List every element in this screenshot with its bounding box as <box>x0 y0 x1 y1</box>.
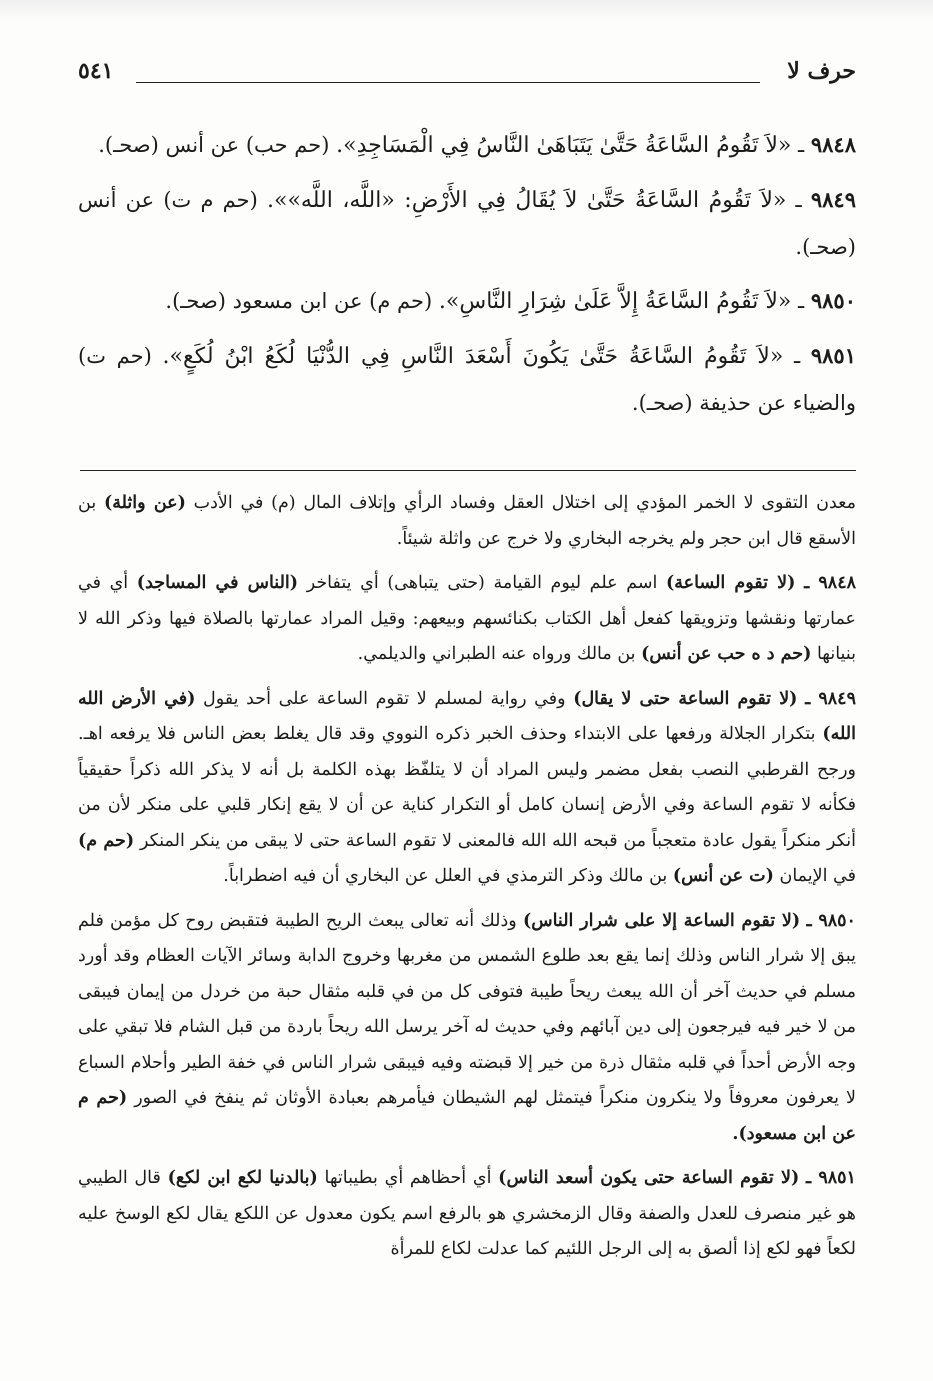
hadith-reference: (حم م ت) عن أنس (صحـ). <box>78 188 856 259</box>
commentary-9848 <box>78 566 856 673</box>
commentary-text: بتكرار الجلالة ورفعها على الابتداء وحذف الخبر ذكره النووي وقد قال يغلط بعض الناس فلا يرفعه اهـ. ورجح القرطبي النصب بفعل مضمر وليس المراد أن لا يتلفّظ بهذه الكلمة بل أنه لا يذكر الله ذكراً حقيقياً فكأنه لا تقوم الساعة وفي الأرض إنسان كامل أو التكرار كناية عن أن لا يقع إنكار قلبي على منكر لأن من أنكر منكراً يقول عادة متعجباً من قبحه الله الله فالمعنى لا تقوم الساعة حتى لا يبقى من ينكر المنكر <box>78 724 856 851</box>
commentary-text: معدن التقوى لا الخمر المؤدي إلى اختلال العقل وفساد الرأي وإتلاف المال (م) في الأدب <box>193 493 856 513</box>
header-rule <box>136 82 760 83</box>
commentary-number: ٩٨٤٩ ـ <box>805 688 856 709</box>
commentary-bold: (الناس في المساجد) <box>136 573 299 593</box>
commentary-text: أي في عمارتها ونقشها وتزويقها كفعل أهل الكتاب بكنائسهم وبيعهم: وقيل المراد عمارتها بالصلاة فيها وذكر الله لا بنيانها <box>78 573 856 664</box>
page-number: ٥٤١ <box>78 58 114 84</box>
hadith-text: «لاَ تَقُومُ السَّاعَةُ حَتَّىٰ يَتَبَاهَىٰ النَّاسُ فِي الْمَسَاجِدِ». <box>336 133 792 158</box>
commentary-text: في الإيمان <box>779 866 856 886</box>
commentary-text: بن مالك ورواه عنه الطبراني والديلمي. <box>357 644 636 664</box>
hadith-text: «لاَ تَقُومُ السَّاعَةُ حَتَّىٰ لاَ يُقَالُ فِي الأَرْضِ: «اللَّه، اللَّه»». <box>267 188 787 213</box>
hadith-number: ٩٨٤٨ <box>810 132 856 157</box>
hadith-text: «لاَ تَقُومُ السَّاعَةُ إِلاَّ عَلَىٰ شِرَارِ النَّاسِ». <box>438 289 792 314</box>
hadith-number: ٩٨٥١ <box>810 343 856 368</box>
commentary-9849 <box>78 682 856 895</box>
commentary-bold: (لا تقوم الساعة حتى لا يقال) <box>573 688 798 709</box>
commentary-number: ٩٨٥٠ ـ <box>806 910 856 931</box>
commentary-text: قال الطيبي هو غير منصرف للعدل والصفة وقال الزمخشري هو بالرفع اسم يكون معدول عن اللكع يقال لكع الوسخ عليه لكعاً فهو لكع إذا ألصق به إلى الرجل اللئيم كما عدلت لكاع للمرأة <box>78 1168 856 1259</box>
commentary-bold: (حم م عن ابن مسعود). <box>78 1088 856 1144</box>
commentary-text: وفي رواية لمسلم لا تقوم الساعة على أحد يقول <box>202 688 566 709</box>
hadith-9849: ٩٨٤٩ ـ «لاَ تَقُومُ السَّاعَةُ حَتَّىٰ لاَ يُقَالُ فِي الأَرْضِ: «اللَّه، اللَّه»». (حم م ت) عن أنس (صحـ). <box>78 187 856 259</box>
hadith-9850: ٩٨٥٠ ـ «لاَ تَقُومُ السَّاعَةُ إِلاَّ عَلَىٰ شِرَارِ النَّاسِ». (حم م) عن ابن مسعود (صحـ). <box>165 288 856 314</box>
hadith-reference: (حم ت) والضياء عن حذيفة (صحـ). <box>78 344 856 415</box>
commentary-9850 <box>78 904 856 1153</box>
hadith-9851: ٩٨٥١ ـ «لاَ تَقُومُ السَّاعَةُ حَتَّىٰ يَكُونَ أَسْعَدَ النَّاسِ فِي الدُّنْيَا لُكَعُ ابْنُ لُكَعٍ». (حم ت) والضياء عن حذيفة (صحـ). <box>78 343 856 415</box>
commentary-bold: (حم م) <box>78 830 135 851</box>
commentary-bold: (في الأرض الله الله) <box>78 688 856 744</box>
commentary-text: وذلك أنه تعالى يبعث الريح الطيبة فتقبض روح كل مؤمن فلم يبق إلا شرار الناس وذلك إنما يقع بعد طلوع الشمس من مغربها وخروج الدابة وسائر الآيات العظام وقد أورد مسلم في حديث آخر أن الله يبعث ريحاً طيبة فتوفى كل من في قلبه مثقال حبة من خردل من إيمان فيبقى من لا خير فيه فيرجعون إلى دين آبائهم وفي حديث له آخر يرسل الله ريحاً باردة من قبل الشام فلا تبقي على وجه الأرض أحداً في قلبه مثقال ذرة من خير إلا قبضته وفيه فيبقى شرار الناس في خفة الطير وأحلام السباع لا يعرفون معروفاً ولا ينكرون منكراً فيتمثل لهم الشيطان فيأمرهم بعبادة الأوثان ثم ينفخ في الصور <box>78 910 856 1108</box>
commentary-number: ٩٨٥١ ـ <box>805 1168 856 1188</box>
hadith-list <box>78 122 856 434</box>
commentary-text: أي أحظاهم أي بطيباتها <box>324 1168 492 1188</box>
commentary-bold: (ت عن أنس) <box>672 866 774 886</box>
commentary-intro <box>78 486 856 557</box>
commentary-bold: (حم د ه حب عن أنس) <box>641 644 812 664</box>
commentary-number: ٩٨٤٨ ـ <box>804 573 856 593</box>
chapter-title: حرف لا <box>787 58 856 84</box>
commentary-text: بن مالك وذكر الترمذي في العلل عن البخاري أن فيه اضطراباً. <box>223 866 668 886</box>
commentary-section <box>78 486 856 1277</box>
hadith-reference: (حم حب) عن أنس (صحـ). <box>98 133 330 157</box>
hadith-text: «لاَ تَقُومُ السَّاعَةُ حَتَّىٰ يَكُونَ أَسْعَدَ النَّاسِ فِي الدُّنْيَا لُكَعُ ابْنُ لُكَعٍ». <box>162 344 784 369</box>
commentary-bold: (بالدنيا لكع ابن لكع) <box>167 1168 318 1188</box>
commentary-text: بن الأسقع قال ابن حجر ولم يخرجه البخاري ولا خرج عن واثلة شيئاً. <box>78 493 856 549</box>
hadith-reference: (حم م) عن ابن مسعود (صحـ). <box>165 289 433 313</box>
page-header <box>78 58 856 98</box>
commentary-bold: (لا تقوم الساعة حتى يكون أسعد الناس) <box>498 1168 800 1188</box>
commentary-bold: (عن واثلة) <box>103 493 186 513</box>
hadith-number: ٩٨٤٩ <box>810 187 856 212</box>
footnote-divider <box>80 470 856 471</box>
scan-edge-shadow <box>0 0 933 22</box>
hadith-number: ٩٨٥٠ <box>810 288 856 313</box>
commentary-bold: (لا تقوم الساعة إلا على شرار الناس) <box>522 910 801 931</box>
hadith-9848: ٩٨٤٨ ـ «لاَ تَقُومُ السَّاعَةُ حَتَّىٰ يَتَبَاهَىٰ النَّاسُ فِي الْمَسَاجِدِ». (حم حب) عن أنس (صحـ). <box>98 132 856 158</box>
commentary-9851 <box>78 1161 856 1268</box>
commentary-bold: (لا تقوم الساعة) <box>666 573 796 593</box>
commentary-text: اسم علم ليوم القيامة (حتى يتباهى) أي يتفاخر <box>306 573 658 593</box>
